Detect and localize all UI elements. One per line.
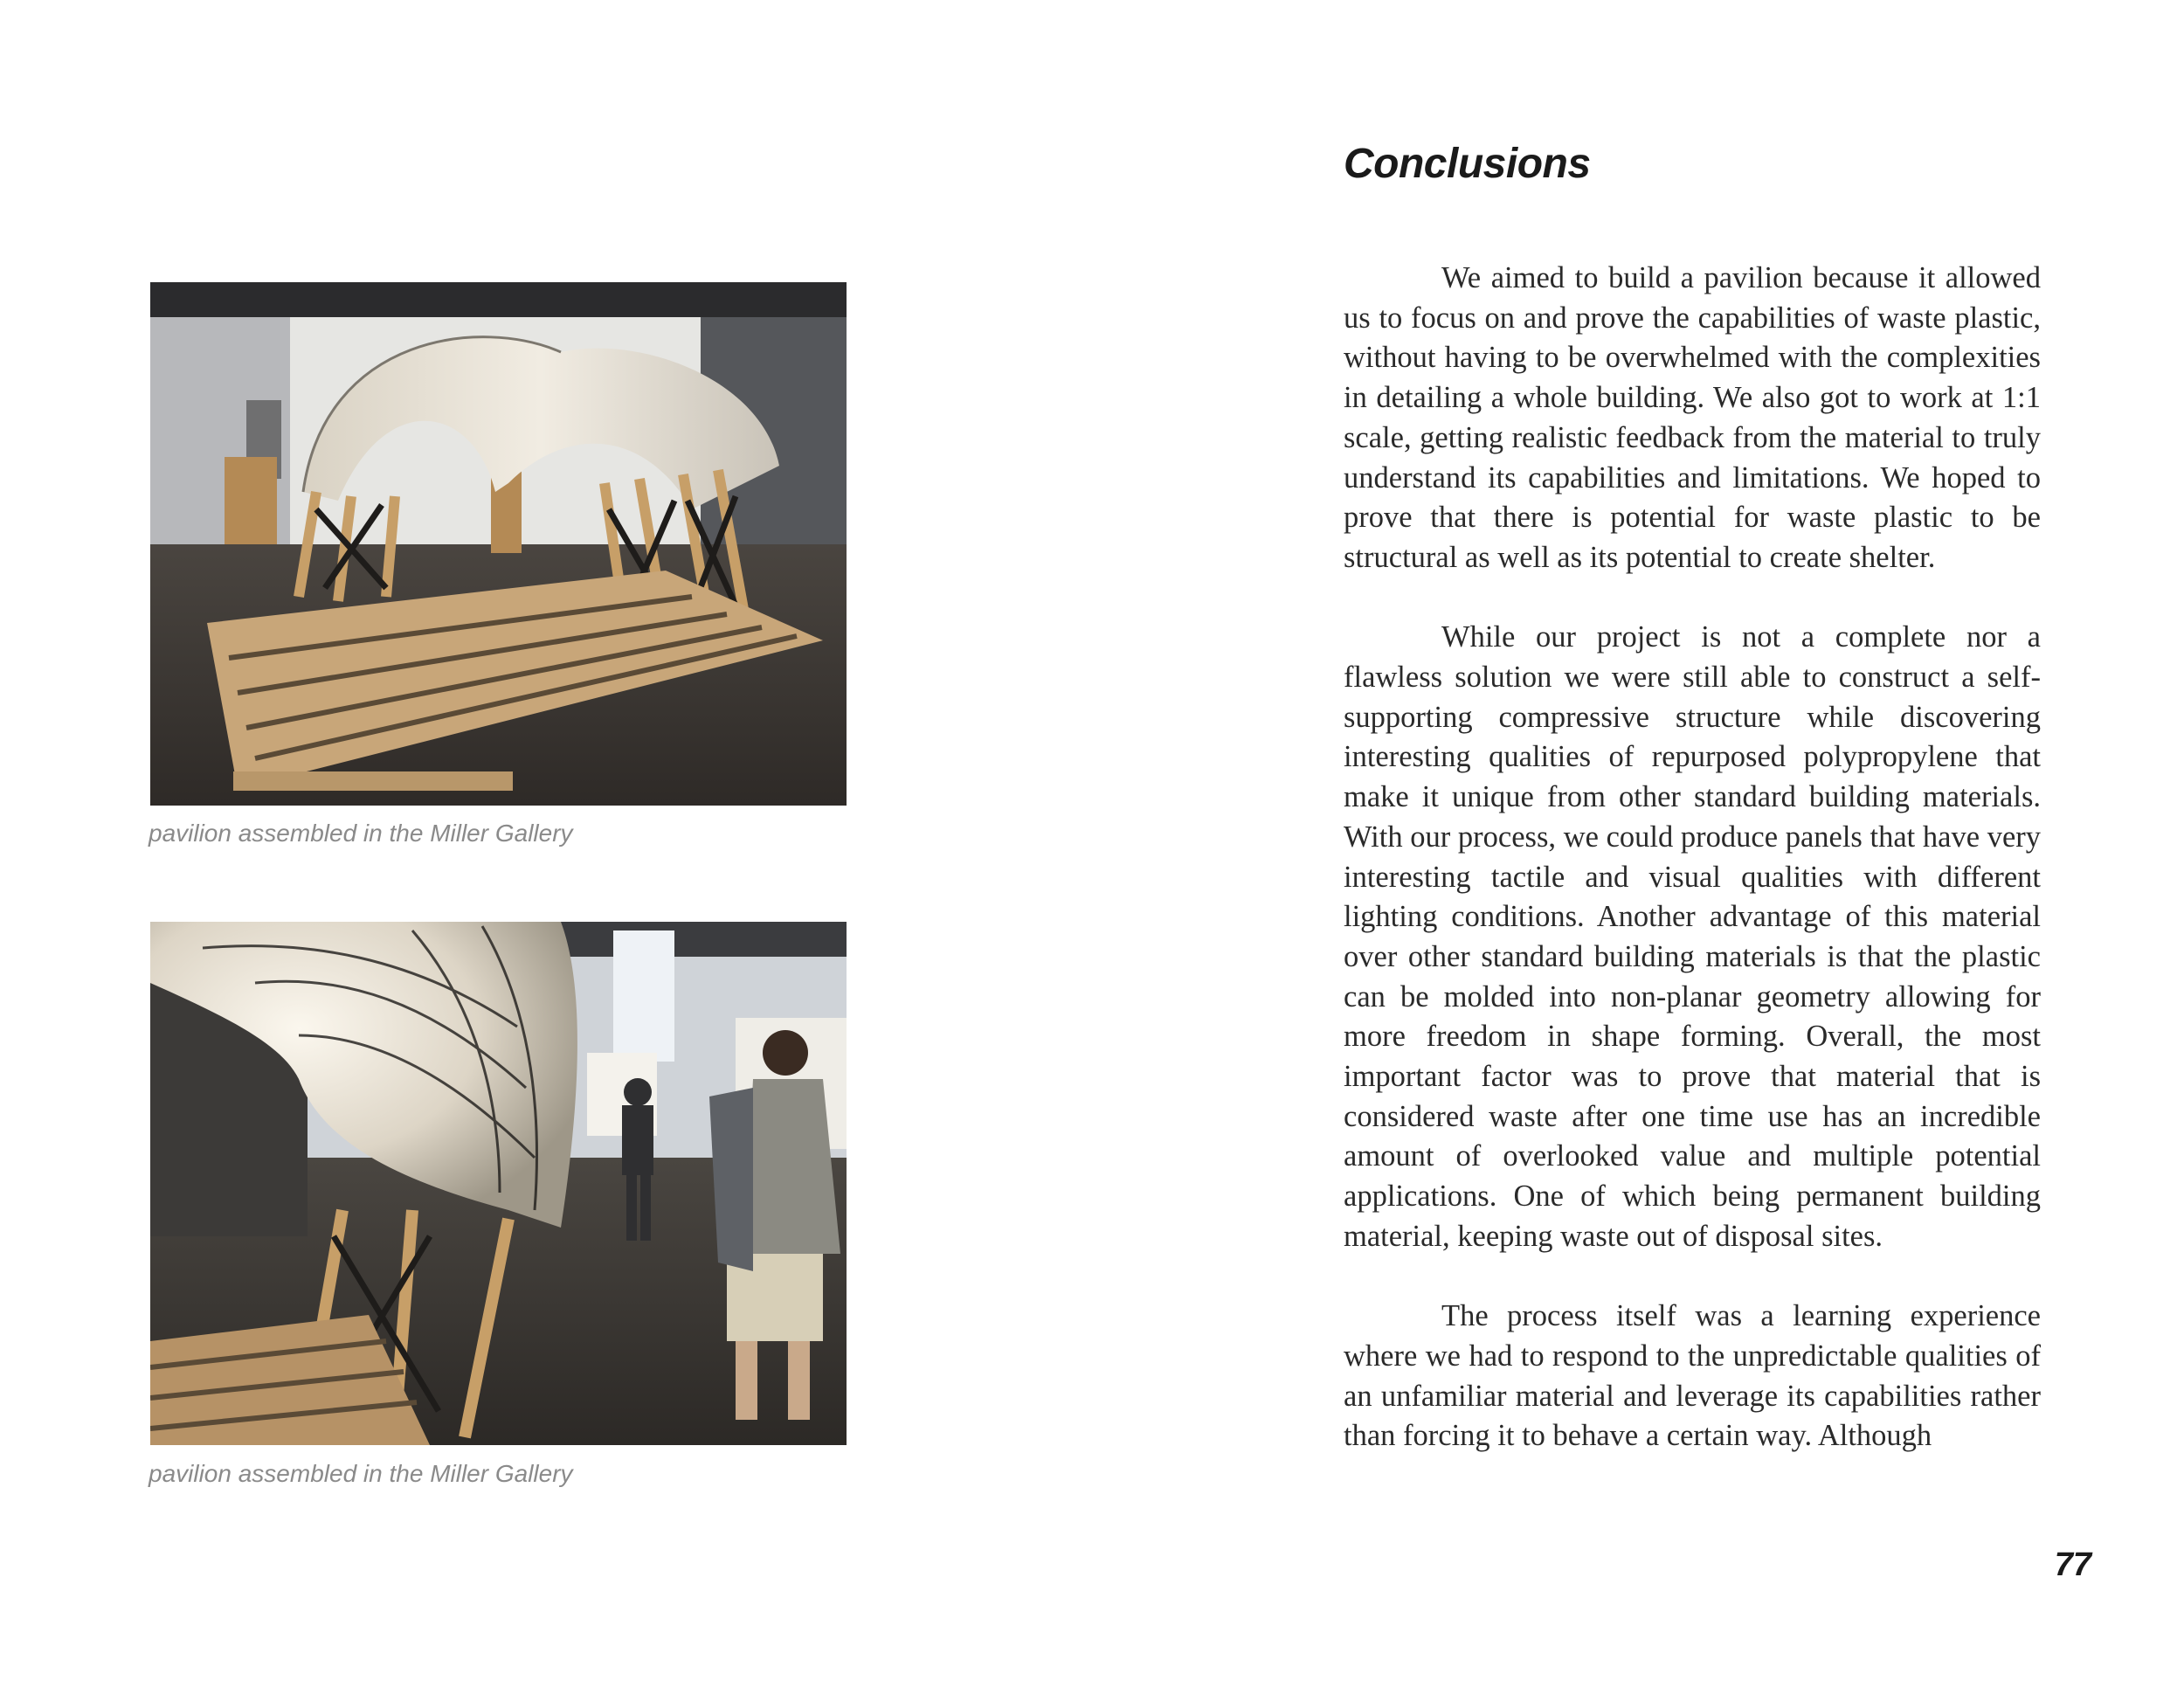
section-body bbox=[1344, 259, 2041, 1456]
body-paragraph: The process itself was a learning experience where we had to respond to the unpredictable qualities of an unfamiliar material and leverage its capabilities rather than forcing it to behave a certain way. Although bbox=[1344, 1299, 2041, 1453]
figure-caption: pavilion assembled in the Miller Gallery bbox=[149, 1460, 573, 1487]
body-paragraph: We aimed to build a pavilion because it allowed us to focus on and prove the capabilities of waste plastic, without having to be overwhelmed with the complexities in detailing a whole building. We also got to work at 1:1 scale, getting realistic feedback from the material to truly understand its capabilities and limitations. We hoped to prove that there is potential for waste plastic to be structural as well as its potential to create shelter. bbox=[1344, 261, 2041, 574]
pavilion-photo-1 bbox=[150, 282, 847, 806]
page-number: 77 bbox=[2054, 1546, 2091, 1583]
body-paragraph: While our project is not a complete nor a flawless solution we were still able to construct a self-supporting compressive structure while discovering interesting qualities of repurposed polypropylene that make it unique from other standard building materials. With our process, we could produce panels that have very interesting tactile and visual qualities with different lighting conditions. Another advantage of this material over other standard building materials is that the plastic can be molded into non-planar geometry allowing for more freedom in shape forming. Overall, the most important factor was to prove that material that is considered waste after one time use has an incredible amount of overlooked value and multiple potential applications. One of which being permanent building material, keeping waste out of disposal sites. bbox=[1344, 620, 2041, 1253]
section-title: Conclusions bbox=[1344, 141, 1591, 187]
figure-caption: pavilion assembled in the Miller Gallery bbox=[149, 820, 573, 847]
pavilion-photo-2 bbox=[150, 922, 847, 1445]
